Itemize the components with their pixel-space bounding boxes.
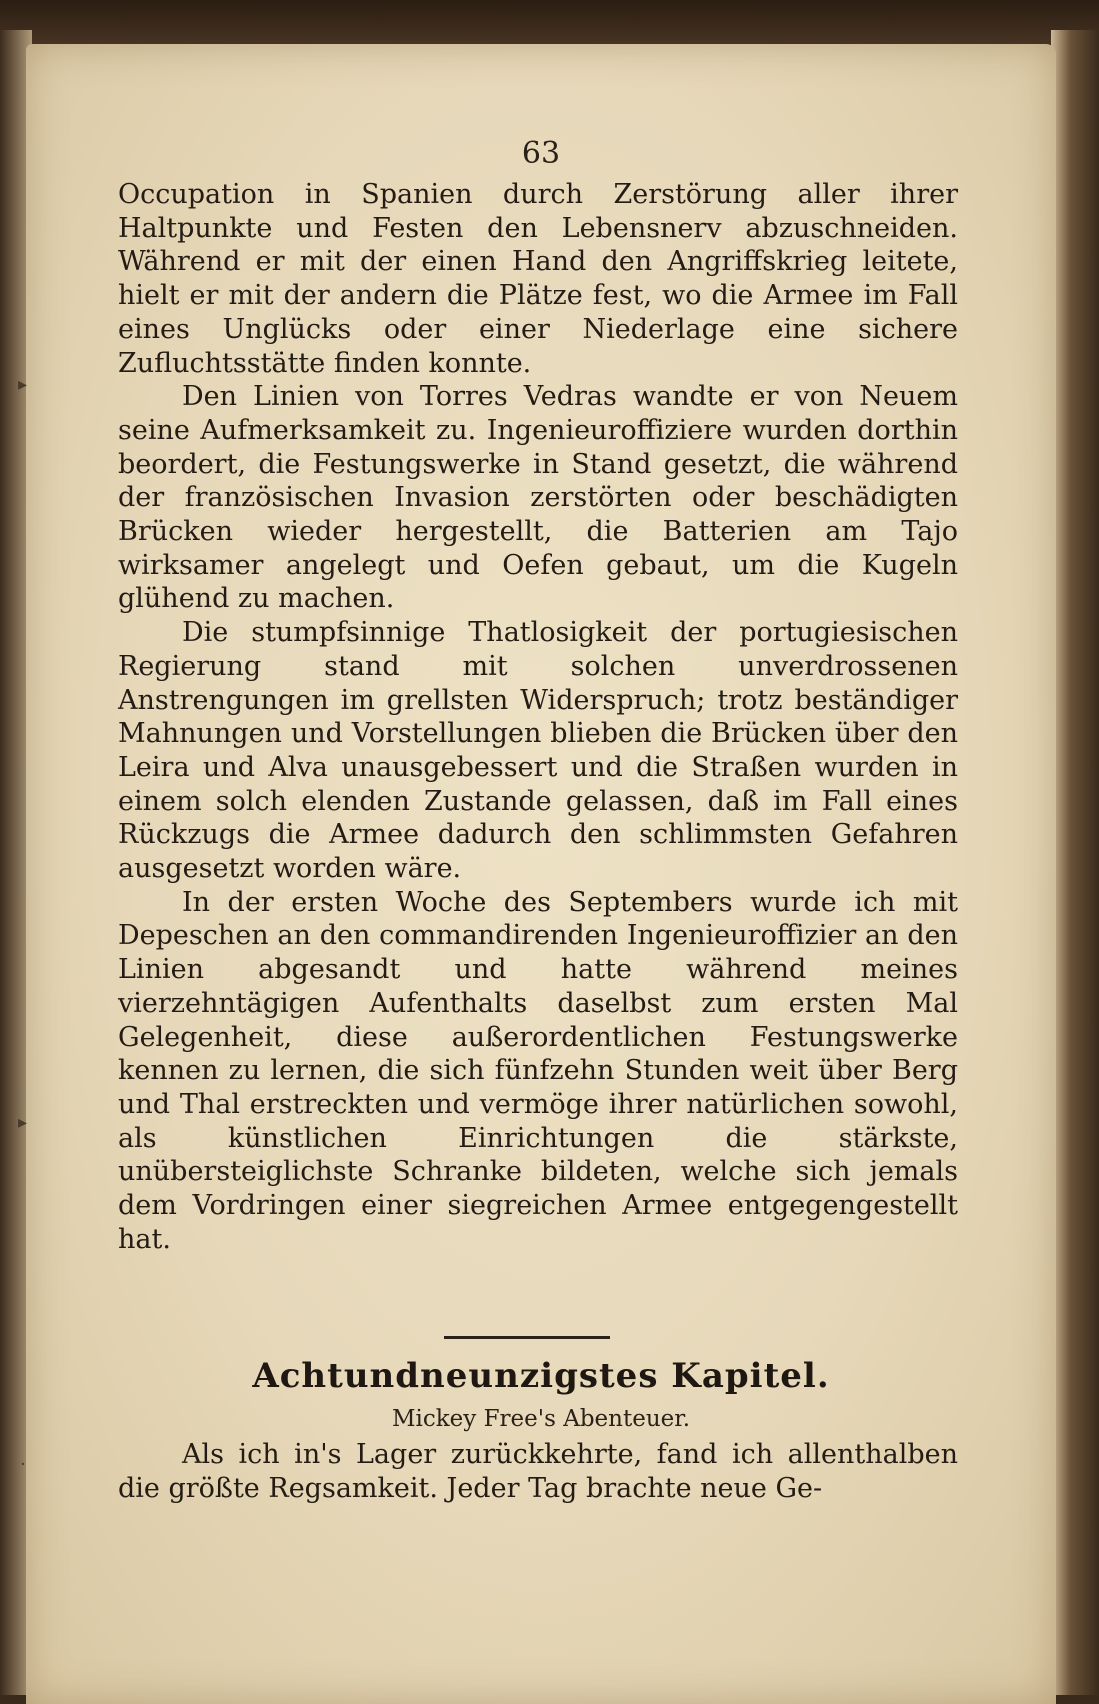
margin-dot-mark: · — [20, 1454, 26, 1475]
margin-arrow-mark: ▸ — [18, 374, 28, 395]
paragraph-1: Occupation in Spanien durch Zerstörung aller ihrer Haltpunkte und Festen den Lebensnerv abzuschneiden. Während er mit der einen Hand den Angriffskrieg leitete, hielt er mit der andern die Plätze fest, wo die Armee im Fall eines Unglücks oder einer Niederlage eine sichere Zufluchtsstätte finden konnte. — [118, 179, 958, 379]
chapter-opening-text — [118, 1438, 958, 1505]
margin-arrow-mark: ▸ — [18, 1112, 28, 1133]
chapter-title: Achtundneunzigstes Kapitel. — [252, 1356, 830, 1396]
book-cover-top-edge — [0, 0, 1099, 50]
body-text — [118, 178, 958, 1257]
page-number: 63 — [521, 136, 561, 171]
paragraph-4: In der ersten Woche des Septembers wurde ich mit Depeschen an den commandirenden Ingenieuroffizier an den Linien abgesandt und hatte während meines vierzehntägigen Aufenthalts daselbst zum ersten Mal Gelegenheit, diese außerordentlichen Festungswerke kennen zu lernen, die sich fünfzehn Stunden weit über Berg und Thal erstreckten und vermöge ihrer natürlichen sowohl, als künstlichen Einrichtungen die stärkste, unübersteiglichste Schranke bildeten, welche sich jemals dem Vordringen einer siegreichen Armee entgegengestellt hat. — [118, 886, 958, 1255]
book-page — [18, 44, 1056, 1704]
paragraph-2: Den Linien von Torres Vedras wandte er von Neuem seine Aufmerksamkeit zu. Ingenieuroffiziere wurden dorthin beordert, die Festungswerke in Stand gesetzt, die während der französischen Invasion zerstörten oder beschädigten Brücken wieder hergestellt, die Batterien am Tajo wirksamer angelegt und Oefen gebaut, um die Kugeln glühend zu machen. — [118, 381, 958, 615]
chapter-subtitle: Mickey Free's Abenteuer. — [391, 1406, 691, 1432]
book-page-stack-edge — [1051, 30, 1099, 1695]
paragraph-3: Die stumpfsinnige Thatlosigkeit der portugiesischen Regierung stand mit solchen unverdrossenen Anstrengungen im grellsten Widerspruch; trotz beständiger Mahnungen und Vorstellungen blieben die Brücken über den Leira und Alva unausgebessert und die Straßen wurden in einem solch elenden Zustande gelassen, daß im Fall eines Rückzugs die Armee dadurch den schlimmsten Gefahren ausgesetzt worden wäre. — [118, 617, 958, 885]
section-divider — [444, 1336, 610, 1339]
chapter-paragraph-1: Als ich in's Lager zurückkehrte, fand ich allenthalben die größte Regsamkeit. Jeder Tag brachte neue Ge- — [118, 1439, 958, 1504]
